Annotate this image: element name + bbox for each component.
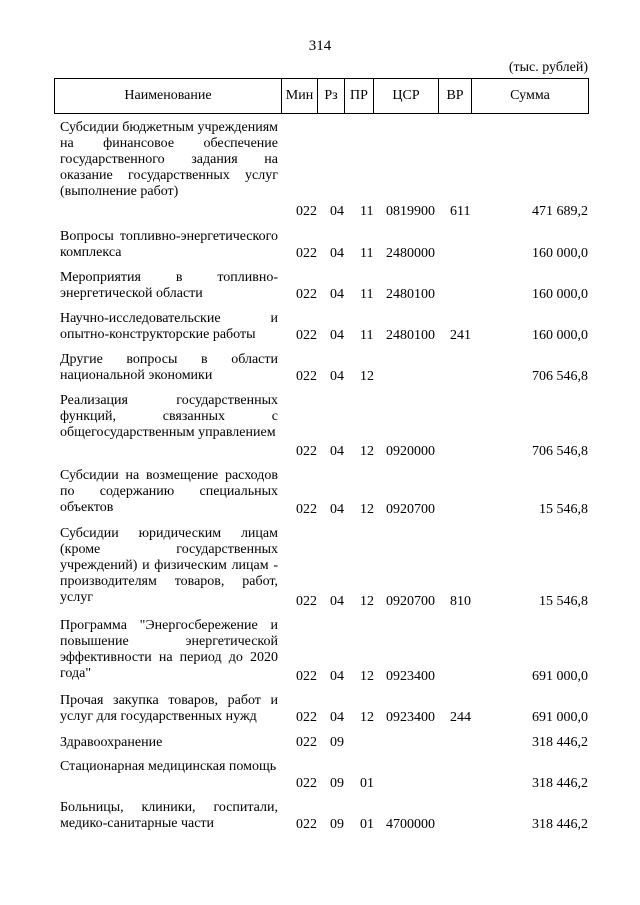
row-min: 022 <box>296 735 317 750</box>
table-row <box>0 735 640 751</box>
row-name: Субсидии на возмещение расходов по содержанию специальных объектов <box>60 468 278 515</box>
row-csr: 0923400 <box>386 710 435 725</box>
row-sum: 15 546,8 <box>539 594 588 609</box>
row-sum: 691 000,0 <box>532 669 588 684</box>
row-sum: 160 000,0 <box>532 287 588 302</box>
row-sum: 160 000,0 <box>532 328 588 343</box>
column-header-sum: Сумма <box>472 79 589 114</box>
row-csr: 0920000 <box>386 444 435 459</box>
row-name: Стационарная медицинская помощь <box>60 759 277 774</box>
row-vr: 611 <box>450 204 471 219</box>
row-name: Научно-исследовательские и опытно-конструкторские работы <box>60 311 278 342</box>
column-header-name: Наименование <box>55 79 282 114</box>
row-pr: 01 <box>360 776 374 791</box>
row-rz: 04 <box>330 710 344 725</box>
row-min: 022 <box>296 246 317 261</box>
table-row <box>0 693 640 726</box>
row-csr: 2480100 <box>386 287 435 302</box>
row-sum: 706 546,8 <box>532 369 588 384</box>
row-min: 022 <box>296 776 317 791</box>
row-rz: 04 <box>330 502 344 517</box>
row-sum: 471 689,2 <box>532 204 588 219</box>
row-pr: 12 <box>360 369 374 384</box>
row-rz: 04 <box>330 204 344 219</box>
table-row <box>0 759 640 792</box>
row-rz: 04 <box>330 444 344 459</box>
row-vr: 241 <box>450 328 471 343</box>
row-vr: 244 <box>450 710 471 725</box>
column-header-pr: ПР <box>345 79 374 114</box>
row-name: Мероприятия в топливно-энергетической области <box>60 270 278 301</box>
row-min: 022 <box>296 369 317 384</box>
page-number: 314 <box>308 38 332 54</box>
units-label: (тыс. рублей) <box>508 60 588 75</box>
row-csr: 2480100 <box>386 328 435 343</box>
row-pr: 12 <box>360 502 374 517</box>
row-rz: 09 <box>330 776 344 791</box>
table-row <box>0 800 640 833</box>
row-name: Программа "Энергосбережение и повышение энергетической эффективности на период до 2020 года" <box>60 618 278 681</box>
table-row <box>0 120 640 220</box>
row-sum: 691 000,0 <box>532 710 588 725</box>
row-name: Прочая закупка товаров, работ и услуг для государственных нужд <box>60 693 278 724</box>
row-csr: 0920700 <box>386 594 435 609</box>
row-rz: 09 <box>330 735 344 750</box>
row-name: Здравоохранение <box>60 735 163 750</box>
row-sum: 706 546,8 <box>532 444 588 459</box>
row-csr: 0923400 <box>386 669 435 684</box>
row-min: 022 <box>296 328 317 343</box>
column-header-vr: ВР <box>439 79 472 114</box>
row-sum: 160 000,0 <box>532 246 588 261</box>
table-row <box>0 468 640 518</box>
row-rz: 04 <box>330 246 344 261</box>
table-row <box>0 526 640 610</box>
row-min: 022 <box>296 502 317 517</box>
row-pr: 12 <box>360 669 374 684</box>
row-sum: 15 546,8 <box>539 502 588 517</box>
row-rz: 04 <box>330 328 344 343</box>
row-name: Субсидии бюджетным учреждениям на финансовое обеспечение государственного задания на оказание государственных услуг (выполнение работ) <box>60 120 278 199</box>
row-name: Другие вопросы в области национальной экономики <box>60 352 278 383</box>
column-header-rz: Рз <box>318 79 345 114</box>
row-min: 022 <box>296 710 317 725</box>
table-row <box>0 352 640 385</box>
row-min: 022 <box>296 817 317 832</box>
row-sum: 318 446,2 <box>532 735 588 750</box>
row-min: 022 <box>296 444 317 459</box>
row-sum: 318 446,2 <box>532 776 588 791</box>
row-rz: 04 <box>330 669 344 684</box>
row-rz: 09 <box>330 817 344 832</box>
row-min: 022 <box>296 669 317 684</box>
row-pr: 12 <box>360 710 374 725</box>
column-header-min: Мин <box>282 79 318 114</box>
table-row <box>0 618 640 685</box>
column-header-csr: ЦСР <box>374 79 439 114</box>
table-row <box>0 270 640 303</box>
row-csr: 2480000 <box>386 246 435 261</box>
row-min: 022 <box>296 204 317 219</box>
table-header <box>54 78 589 114</box>
row-csr: 4700000 <box>386 817 435 832</box>
row-name: Субсидии юридическим лицам (кроме государственных учреждений) и физическим лицам - производителям товаров, работ, услуг <box>60 526 278 605</box>
row-name: Реализация государственных функций, связанных с общегосударственным управлением <box>60 393 278 440</box>
row-csr: 0920700 <box>386 502 435 517</box>
row-pr: 11 <box>360 204 374 219</box>
table-row <box>0 229 640 262</box>
row-name: Вопросы топливно-энергетического комплекса <box>60 229 278 260</box>
row-pr: 11 <box>360 328 374 343</box>
row-pr: 12 <box>360 444 374 459</box>
row-vr: 810 <box>450 594 471 609</box>
row-pr: 11 <box>360 246 374 261</box>
row-pr: 11 <box>360 287 374 302</box>
row-min: 022 <box>296 287 317 302</box>
table-row <box>0 311 640 344</box>
table-row <box>0 393 640 460</box>
row-name: Больницы, клиники, госпитали, медико-санитарные части <box>60 800 278 831</box>
row-pr: 01 <box>360 817 374 832</box>
row-csr: 0819900 <box>386 204 435 219</box>
row-rz: 04 <box>330 594 344 609</box>
row-sum: 318 446,2 <box>532 817 588 832</box>
row-min: 022 <box>296 594 317 609</box>
row-rz: 04 <box>330 369 344 384</box>
row-rz: 04 <box>330 287 344 302</box>
row-pr: 12 <box>360 594 374 609</box>
